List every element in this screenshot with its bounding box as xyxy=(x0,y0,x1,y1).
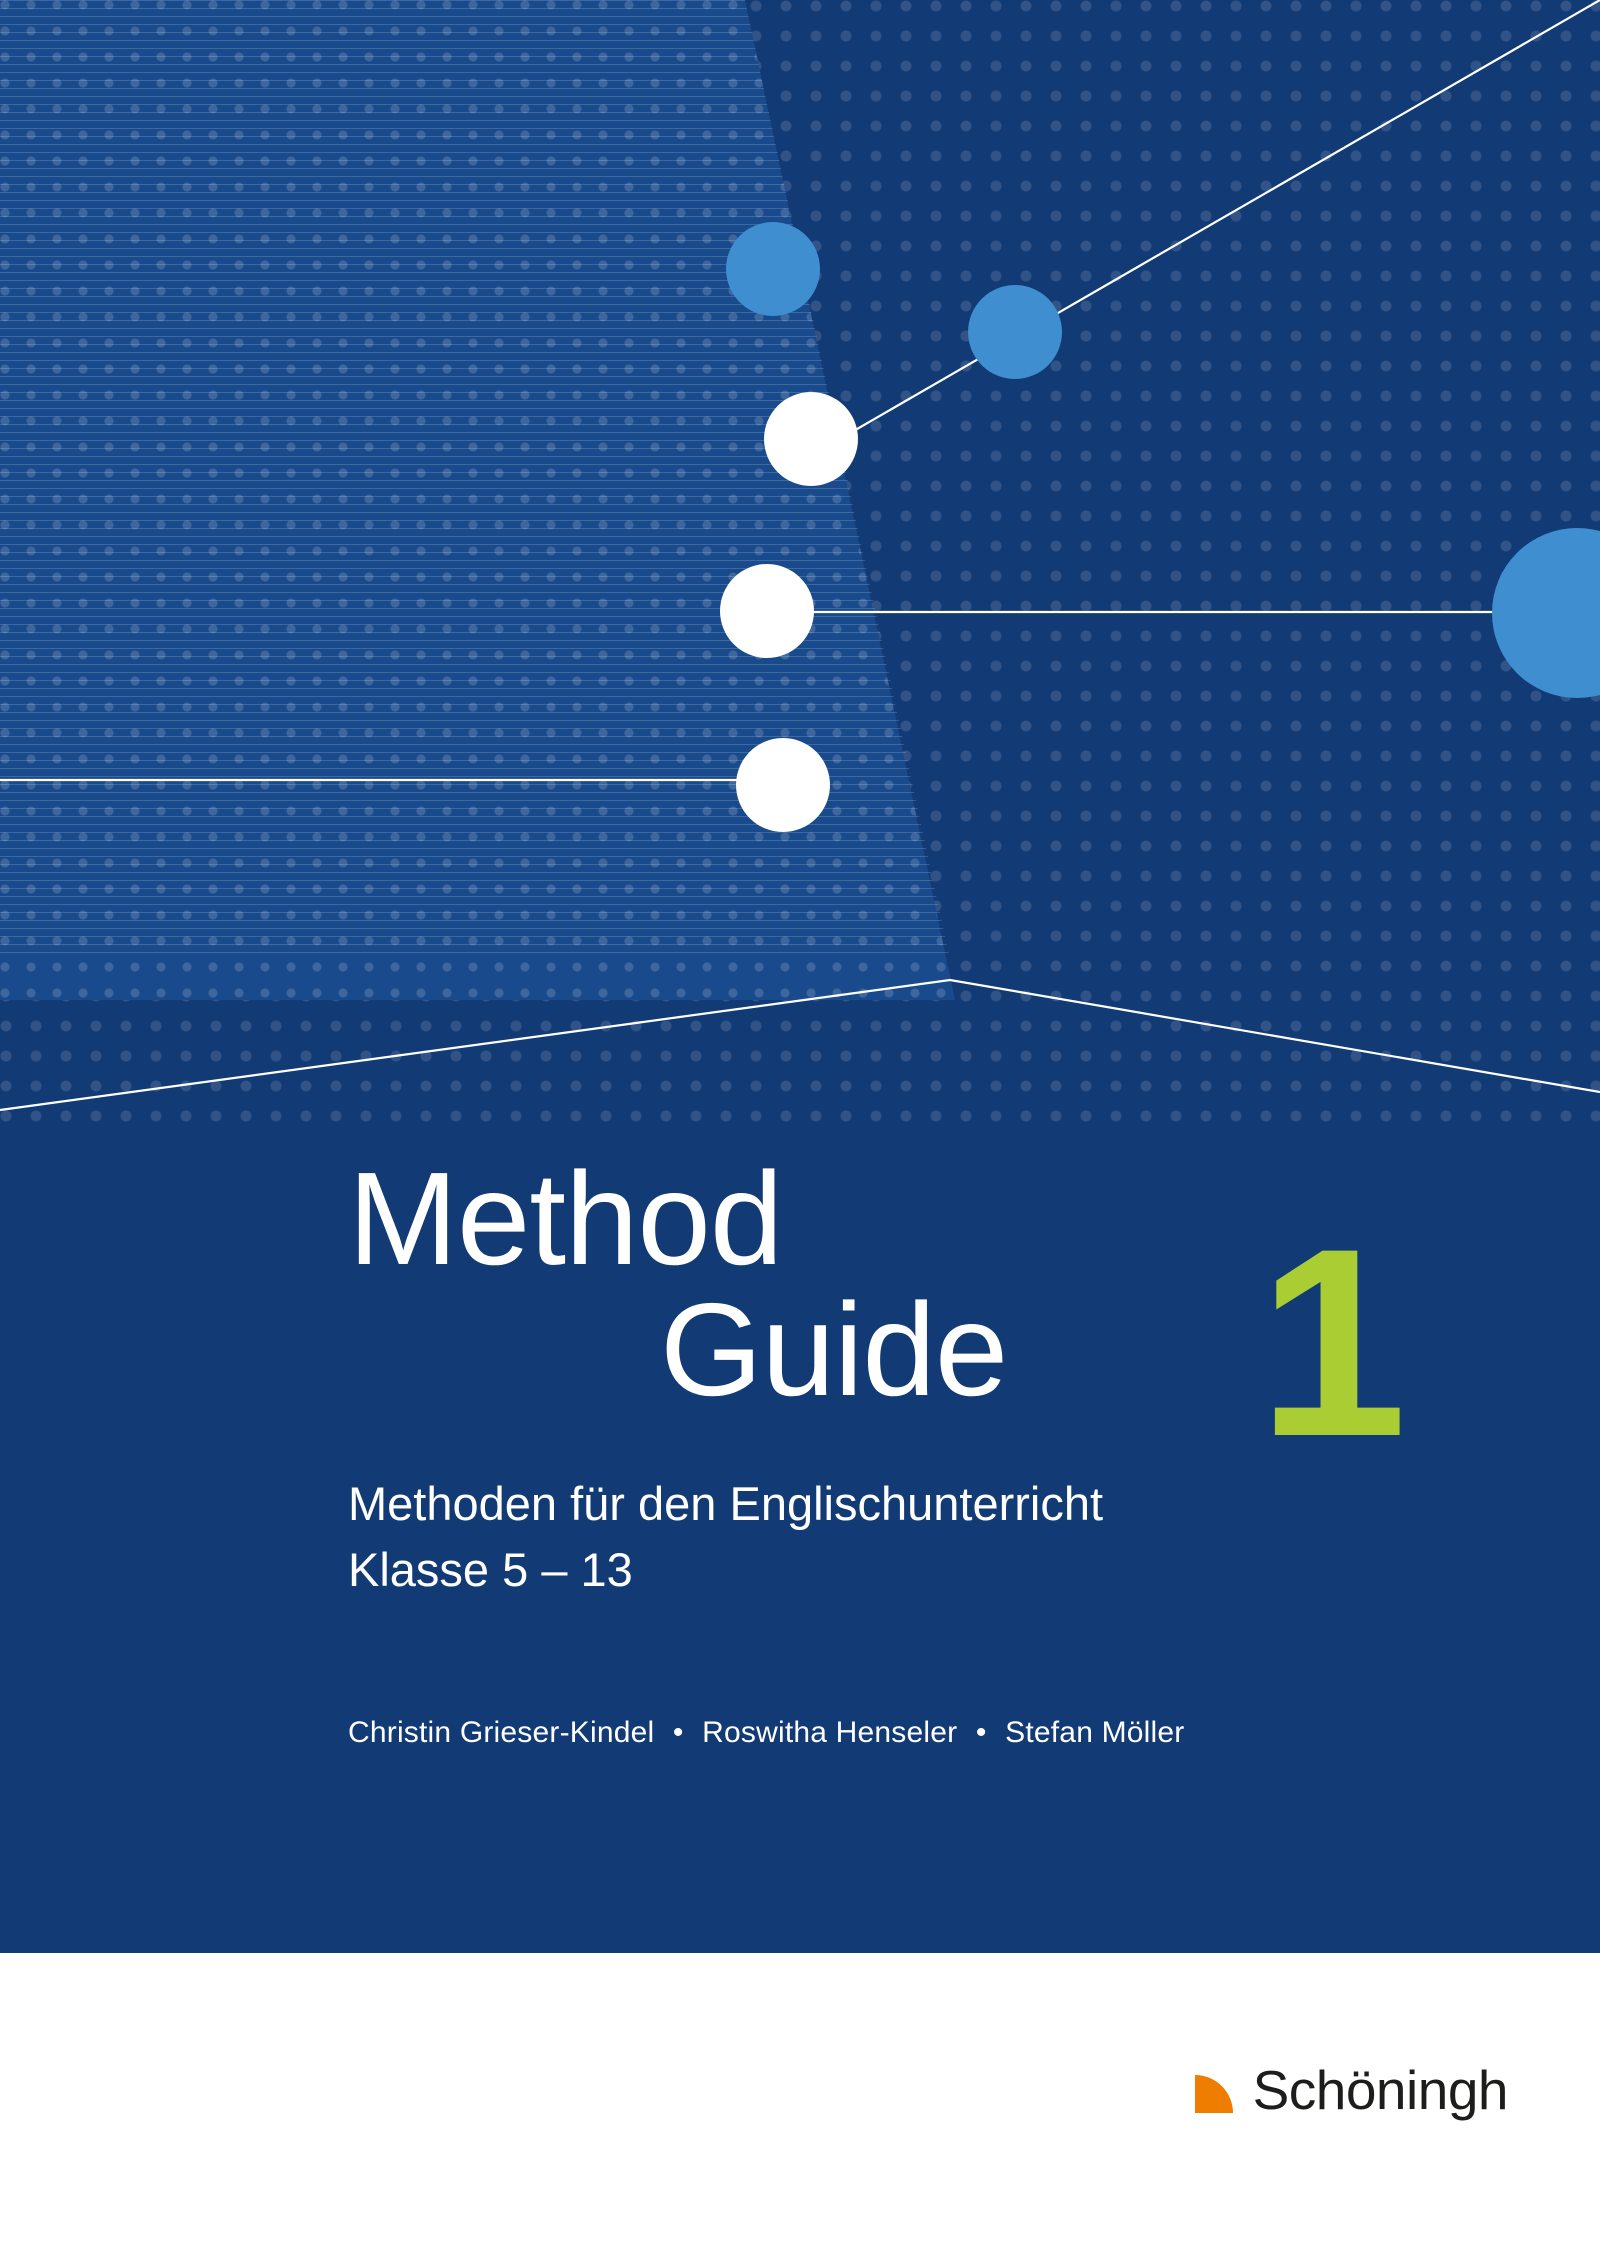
author-separator-2: • xyxy=(975,1716,987,1749)
node-blue-upper xyxy=(726,222,820,316)
title-line-2: Guide xyxy=(660,1276,1008,1424)
node-white-lower xyxy=(736,738,830,832)
subtitle-line-2: Klasse 5 – 13 xyxy=(348,1543,633,1597)
author-3: Stefan Möller xyxy=(1005,1716,1185,1749)
title-block xyxy=(0,1145,1600,1750)
network-lines xyxy=(0,0,1600,1130)
publisher-logo xyxy=(1191,2059,1508,2121)
subtitle-line-1: Methoden für den Englischunterricht xyxy=(348,1476,1104,1530)
author-separator-1: • xyxy=(672,1716,684,1749)
author-2: Roswitha Henseler xyxy=(702,1716,958,1749)
cover-footer xyxy=(0,1953,1600,2263)
node-white-upper xyxy=(764,392,858,486)
subtitle xyxy=(348,1471,1600,1604)
title-line-1: Method xyxy=(348,1145,783,1292)
publisher-name: Schöningh xyxy=(1252,2059,1508,2121)
node-blue-mid xyxy=(968,285,1062,379)
schoeningh-mark-icon xyxy=(1191,2065,1243,2117)
author-1: Christin Grieser-Kindel xyxy=(348,1716,655,1749)
authors xyxy=(348,1716,1600,1750)
cover-graphic xyxy=(0,0,1600,1130)
volume-number: 1 xyxy=(1258,1192,1408,1492)
node-white-mid xyxy=(720,564,814,658)
